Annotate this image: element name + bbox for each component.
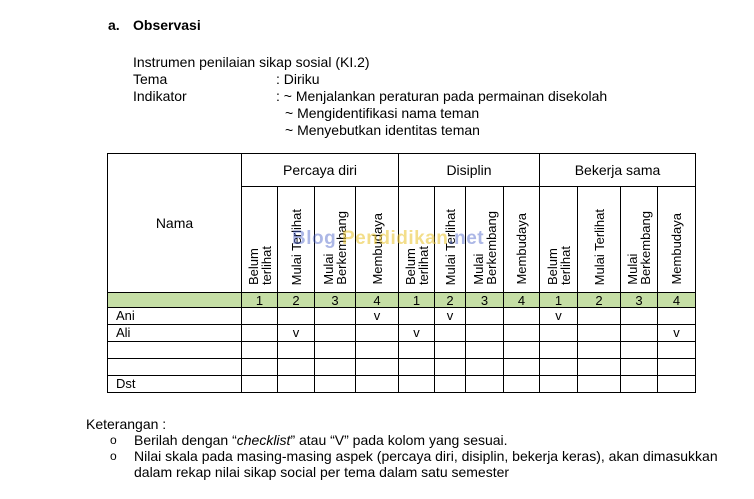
student-name: Dst xyxy=(108,376,242,393)
level-header: Belum terlihat xyxy=(540,187,578,293)
level-header: Mulai Berkembang xyxy=(466,187,504,293)
table-row xyxy=(108,342,696,359)
mark-cell xyxy=(242,308,278,325)
group-percaya-diri: Percaya diri xyxy=(242,154,399,187)
level-header: Belum terlihat xyxy=(399,187,435,293)
mark-cell xyxy=(658,308,696,325)
indikator-item: ~ Mengidentifikasi nama teman xyxy=(285,105,480,121)
mark-cell xyxy=(540,376,578,393)
mark-cell xyxy=(578,308,621,325)
student-rows xyxy=(108,308,696,393)
score-cell: 1 xyxy=(540,293,578,308)
mark-cell xyxy=(578,359,621,376)
mark-cell xyxy=(242,376,278,393)
mark-cell xyxy=(315,376,356,393)
mark-cell xyxy=(399,342,435,359)
note-item: o Nilai skala pada masing-masing aspek (percaya diri, disiplin, bekerja keras), akan dimasukkan dalam rekap nilai sikap social per tema dalam satu semester xyxy=(110,448,718,480)
instrument-title: Instrumen penilaian sikap sosial (KI.2) xyxy=(133,54,370,70)
mark-cell xyxy=(504,359,540,376)
mark-cell xyxy=(356,325,399,342)
mark-cell xyxy=(466,376,504,393)
mark-cell xyxy=(504,376,540,393)
mark-cell xyxy=(466,325,504,342)
mark-cell xyxy=(658,342,696,359)
mark-cell: v xyxy=(658,325,696,342)
mark-cell xyxy=(658,359,696,376)
student-name xyxy=(108,359,242,376)
notes-list xyxy=(86,432,754,480)
mark-cell: v xyxy=(540,308,578,325)
instrument-info xyxy=(133,54,607,139)
section-title: Observasi xyxy=(133,17,201,33)
mark-cell: v xyxy=(278,325,315,342)
mark-cell xyxy=(242,342,278,359)
table-row xyxy=(108,359,696,376)
indikator-list xyxy=(276,88,607,139)
indikator-item: ~ Menyebutkan identitas teman xyxy=(285,122,480,138)
mark-cell xyxy=(315,342,356,359)
notes xyxy=(86,416,754,480)
score-cell: 2 xyxy=(578,293,621,308)
circle-bullet-icon: o xyxy=(110,433,117,447)
student-name xyxy=(108,342,242,359)
mark-cell xyxy=(315,325,356,342)
mark-cell xyxy=(435,376,466,393)
mark-cell xyxy=(399,308,435,325)
group-bekerja-sama: Bekerja sama xyxy=(540,154,696,187)
tema-row xyxy=(133,71,607,88)
score-cell: 2 xyxy=(278,293,315,308)
score-cell: 4 xyxy=(356,293,399,308)
indikator-row xyxy=(133,88,607,139)
level-header: Mulai Berkembang xyxy=(621,187,658,293)
score-cell: 3 xyxy=(466,293,504,308)
table-row xyxy=(108,308,696,325)
score-cell: 1 xyxy=(399,293,435,308)
mark-cell xyxy=(621,359,658,376)
score-cell: 3 xyxy=(315,293,356,308)
table-row xyxy=(108,325,696,342)
assessment-table xyxy=(107,153,696,393)
mark-cell xyxy=(540,325,578,342)
mark-cell xyxy=(242,359,278,376)
mark-cell xyxy=(578,376,621,393)
level-header: Mulai Terlihat xyxy=(435,187,466,293)
mark-cell xyxy=(540,342,578,359)
mark-cell xyxy=(466,342,504,359)
mark-cell xyxy=(356,376,399,393)
level-header: Membudaya xyxy=(504,187,540,293)
score-cell: 4 xyxy=(658,293,696,308)
mark-cell xyxy=(540,359,578,376)
student-name: Ali xyxy=(108,325,242,342)
mark-cell xyxy=(504,342,540,359)
mark-cell xyxy=(504,325,540,342)
level-header: Mulai Terlihat xyxy=(278,187,315,293)
mark-cell xyxy=(621,342,658,359)
indikator-label: Indikator xyxy=(133,88,187,104)
group-header-row xyxy=(108,154,696,187)
mark-cell xyxy=(466,308,504,325)
level-header: Mulai Berkembang xyxy=(315,187,356,293)
mark-cell xyxy=(621,308,658,325)
student-name: Ani xyxy=(108,308,242,325)
mark-cell xyxy=(399,376,435,393)
group-disiplin: Disiplin xyxy=(399,154,540,187)
watermark: Blog Pendidikan.net xyxy=(292,228,485,249)
mark-cell xyxy=(278,342,315,359)
mark-cell xyxy=(356,359,399,376)
section-heading xyxy=(108,17,201,33)
mark-cell xyxy=(658,376,696,393)
mark-cell xyxy=(399,359,435,376)
score-blank xyxy=(108,293,242,308)
tema-label: Tema xyxy=(133,71,168,87)
mark-cell: v xyxy=(356,308,399,325)
score-row xyxy=(108,293,696,308)
level-header: Membudaya xyxy=(658,187,696,293)
mark-cell xyxy=(435,342,466,359)
mark-cell: v xyxy=(399,325,435,342)
tema-value: : Diriku xyxy=(276,71,320,87)
note-item: o Berilah dengan “checklist” atau “V” pada kolom yang sesuai. xyxy=(110,432,508,448)
mark-cell: v xyxy=(435,308,466,325)
mark-cell xyxy=(578,325,621,342)
mark-cell xyxy=(315,359,356,376)
notes-title: Keterangan : xyxy=(86,416,167,432)
indikator-item: : ~ Menjalankan peraturan pada permainan disekolah xyxy=(276,88,608,104)
mark-cell xyxy=(278,308,315,325)
level-header: Belum terlihat xyxy=(242,187,278,293)
mark-cell xyxy=(242,325,278,342)
score-cell: 2 xyxy=(435,293,466,308)
mark-cell xyxy=(278,376,315,393)
mark-cell xyxy=(578,342,621,359)
level-header: Mulai Terlihat xyxy=(578,187,621,293)
mark-cell xyxy=(504,308,540,325)
section-letter: a. xyxy=(108,17,120,33)
mark-cell xyxy=(278,359,315,376)
mark-cell xyxy=(621,376,658,393)
mark-cell xyxy=(356,342,399,359)
mark-cell xyxy=(621,325,658,342)
table-row xyxy=(108,376,696,393)
circle-bullet-icon: o xyxy=(110,449,117,463)
name-header: Nama xyxy=(108,154,242,293)
mark-cell xyxy=(435,325,466,342)
score-cell: 3 xyxy=(621,293,658,308)
score-cell: 4 xyxy=(504,293,540,308)
mark-cell xyxy=(315,308,356,325)
score-cell: 1 xyxy=(242,293,278,308)
mark-cell xyxy=(435,359,466,376)
level-header: Membudaya xyxy=(356,187,399,293)
mark-cell xyxy=(466,359,504,376)
